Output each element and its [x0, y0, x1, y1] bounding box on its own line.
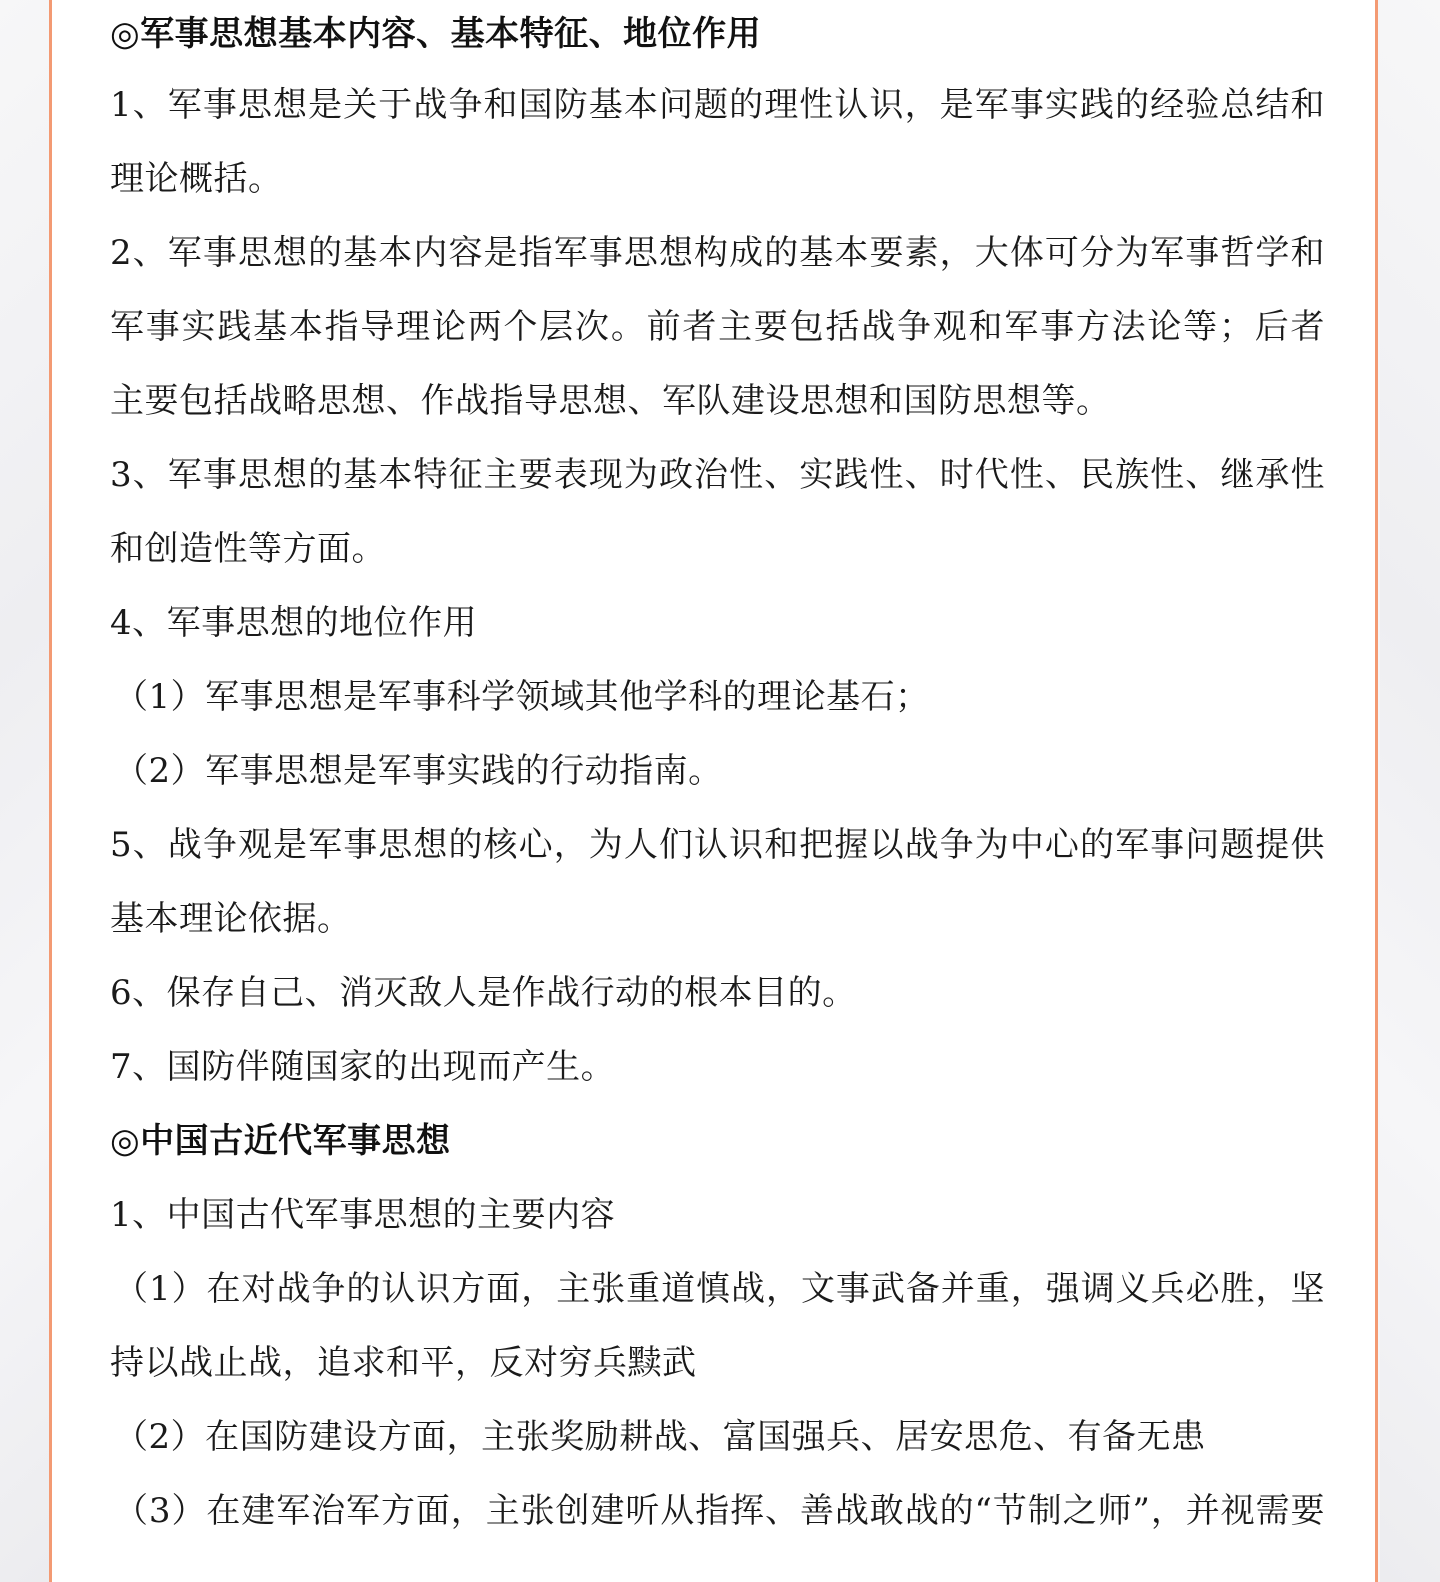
sub-item-line: （3）在建军治军方面，主张创建听从指挥、善战敢战的“节制之师”，并视需要 [114, 1491, 1325, 1531]
paragraph-line: 5、战争观是军事思想的核心，为人们认识和把握以战争为中心的军事问题提供 [110, 825, 1325, 865]
sub-item-line: （1）在对战争的认识方面，主张重道慎战，文事武备并重，强调义兵必胜，坚 [114, 1269, 1325, 1309]
paragraph-line: 基本理论依据。 [110, 899, 352, 939]
section-heading: ◎军事思想基本内容、基本特征、地位作用 [110, 14, 762, 54]
paragraph-line: 和创造性等方面。 [110, 529, 386, 569]
paragraph-line: 2、军事思想的基本内容是指军事思想构成的基本要素，大体可分为军事哲学和 [110, 233, 1325, 273]
paragraph-line: 4、军事思想的地位作用 [110, 603, 478, 643]
paragraph-line: 7、国防伴随国家的出现而产生。 [110, 1047, 616, 1087]
paragraph-line: 军事实践基本指导理论两个层次。前者主要包括战争观和军事方法论等；后者 [110, 307, 1325, 347]
paragraph-line: 3、军事思想的基本特征主要表现为政治性、实践性、时代性、民族性、继承性 [110, 455, 1325, 495]
sub-item-line: （2）在国防建设方面，主张奖励耕战、富国强兵、居安思危、有备无患 [114, 1417, 1206, 1457]
paragraph-line: 主要包括战略思想、作战指导思想、军队建设思想和国防思想等。 [110, 381, 1111, 421]
section-heading: ◎中国古近代军事思想 [110, 1121, 451, 1161]
sub-item-line: （1）军事思想是军事科学领域其他学科的理论基石； [114, 677, 930, 717]
document-page[interactable] [49, 0, 1378, 1582]
paragraph-line: 1、军事思想是关于战争和国防基本问题的理性认识，是军事实践的经验总结和 [110, 85, 1325, 125]
sub-item-line: （2）军事思想是军事实践的行动指南。 [114, 751, 723, 791]
background-left [0, 0, 49, 1582]
paragraph-line: 6、保存自己、消灭敌人是作战行动的根本目的。 [110, 973, 857, 1013]
paragraph-line: 1、中国古代军事思想的主要内容 [110, 1195, 616, 1235]
paragraph-line: 理论概括。 [110, 159, 283, 199]
background-right [1380, 0, 1440, 1582]
paragraph-line: 持以战止战，追求和平，反对穷兵黩武 [110, 1343, 697, 1383]
document-content [110, 0, 1325, 1548]
